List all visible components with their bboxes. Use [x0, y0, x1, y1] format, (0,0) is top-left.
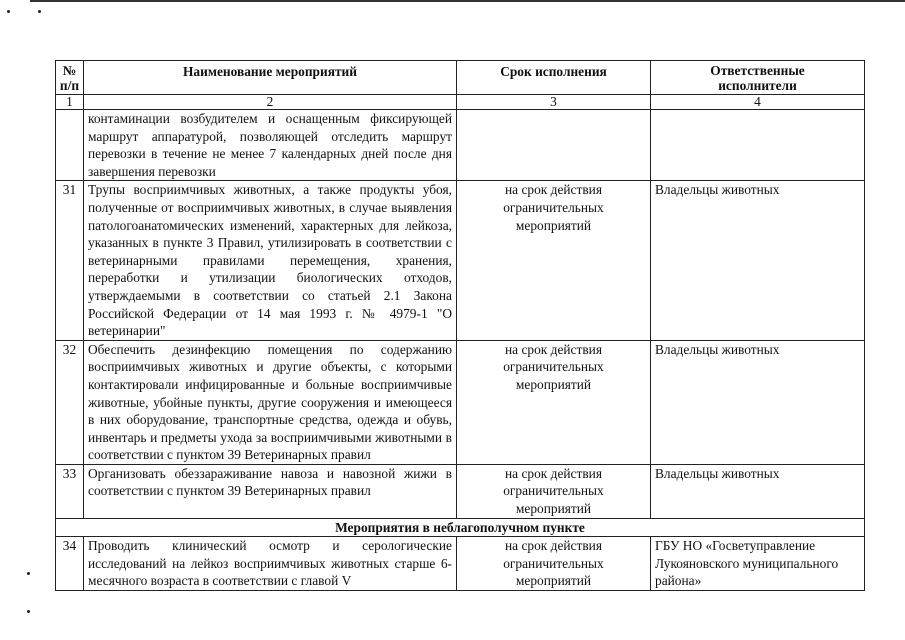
row-responsible: ГБУ НО «Госветуправление Лукояновского муниципального района» [651, 537, 865, 591]
header-name: Наименование мероприятий [84, 61, 457, 95]
row-responsible [651, 110, 865, 181]
header-term: Срок исполнения [457, 61, 651, 95]
row-responsible: Владельцы животных [651, 464, 865, 518]
col-number-1: 1 [56, 95, 84, 110]
table-row [56, 464, 865, 518]
row-measure-text: Обеспечить дезинфекцию помещения по содержанию восприимчивых животных и другие объекты, с которыми контактировали инфицированные и больные восприимчивые животные, убойные пункты, другие сооружения и имеющееся в них оборудование, транспортные средства, одежда и обувь, инвентарь и предметы ухода за восприимчивыми животными в соответствии с пунктом 39 Ветеринарных правил [84, 340, 457, 464]
row-measure-text: Проводить клинический осмотр и серологические исследований на лейкоз восприимчивых животных старше 6-месячного возраста в соответствии с главой V [84, 537, 457, 591]
measures-table [55, 60, 865, 591]
table-row [56, 340, 865, 464]
row-term [457, 110, 651, 181]
header-resp: Ответственные исполнители [651, 61, 865, 95]
section-row [56, 518, 865, 537]
row-responsible: Владельцы животных [651, 181, 865, 340]
row-measure-text: контаминации возбудителем и оснащенным фиксирующей маршрут аппаратурой, позволяющей отследить маршрут перевозки в течение не менее 7 календарных дней после дня завершения перевозки [84, 110, 457, 181]
row-num: 31 [56, 181, 84, 340]
row-responsible: Владельцы животных [651, 340, 865, 464]
header-row [56, 61, 865, 95]
top-scan-edge [30, 0, 905, 2]
col-number-3: 3 [457, 95, 651, 110]
row-term: на срок действия ограничительных мероприятий [457, 181, 651, 340]
table-row [56, 537, 865, 591]
scan-speck [38, 10, 41, 13]
column-numbers-row [56, 95, 865, 110]
row-num [56, 110, 84, 181]
section-title: Мероприятия в неблагополучном пункте [56, 518, 865, 537]
row-num: 34 [56, 537, 84, 591]
scan-speck [7, 10, 10, 13]
table-row [56, 181, 865, 340]
col-number-4: 4 [651, 95, 865, 110]
row-measure-text: Трупы восприимчивых животных, а также продукты убоя, полученные от восприимчивых животных, в случае выявления патологоанатомических изменений, характерных для лейкоза, указанных в пункте 3 Правил, утилизировать в соответствии с ветеринарными правилами перемещения, хранения, переработки и утилизации биологических отходов, утверждаемыми в соответствии со статьей 2.1 Закона Российской Федерации от 14 мая 1993 г. № 4979-1 "О ветеринарии" [84, 181, 457, 340]
col-number-2: 2 [84, 95, 457, 110]
header-num: № п/п [56, 61, 84, 95]
row-num: 33 [56, 464, 84, 518]
scan-speck [27, 610, 30, 613]
row-measure-text: Организовать обеззараживание навоза и навозной жижи в соответствии с пунктом 39 Ветеринарных правил [84, 464, 457, 518]
table-row [56, 110, 865, 181]
row-term: на срок действия ограничительных мероприятий [457, 340, 651, 464]
scan-speck [27, 572, 30, 575]
row-term: на срок действия ограничительных мероприятий [457, 464, 651, 518]
row-num: 32 [56, 340, 84, 464]
row-term: на срок действия ограничительных мероприятий [457, 537, 651, 591]
